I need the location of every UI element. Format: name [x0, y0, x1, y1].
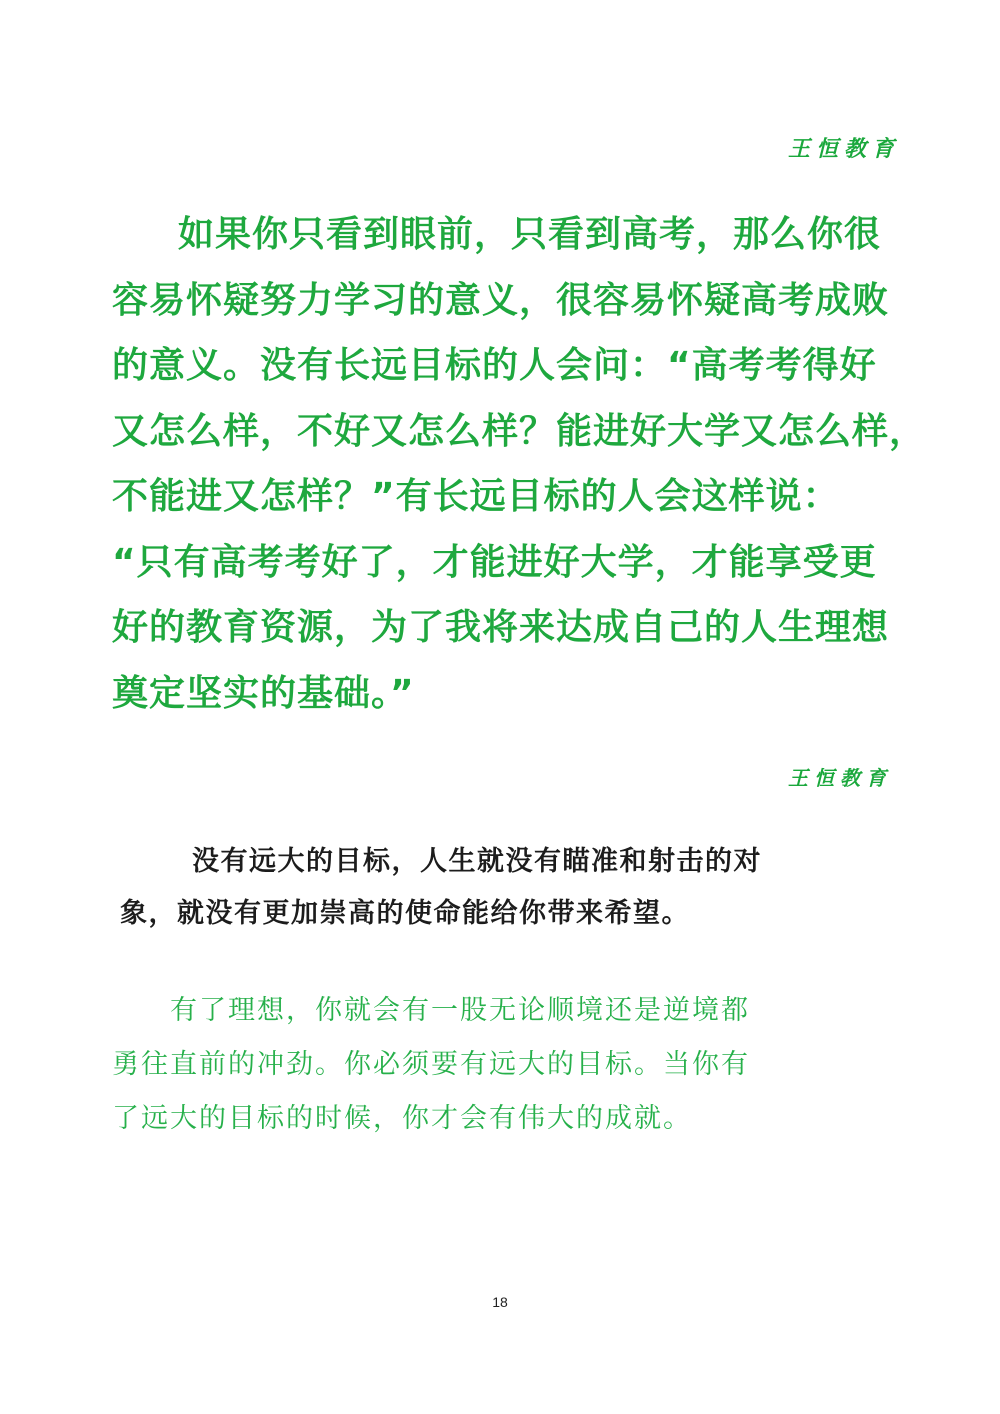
paragraph-line: 不能进又怎样？”有长远目标的人会这样说： — [112, 476, 840, 517]
paragraph-line: 奠定坚实的基础。” — [112, 672, 415, 714]
paragraph-line: 容易怀疑努力学习的意义，很容易怀疑高考成败 — [112, 279, 890, 321]
paragraph-line: 了远大的目标的时候，你才会有伟大的成就。 — [112, 1103, 692, 1134]
paragraph-line: 有了理想，你就会有一股无论顺境还是逆境都 — [170, 995, 750, 1026]
brand-header-top: 王恒教育 — [787, 136, 900, 162]
paragraph-line: 如果你只看到眼前，只看到高考，那么你很 — [178, 214, 882, 255]
page-number: 18 — [492, 1294, 508, 1310]
paragraph-line: 又怎么样，不好又怎么样？能进好大学又怎么样， — [112, 410, 927, 452]
brand-header-middle: 王恒教育 — [788, 766, 892, 790]
paragraph-no-goal — [120, 836, 890, 940]
paragraph-line: “只有高考考好了，才能进好大学，才能享受更 — [112, 541, 877, 583]
paragraph-line: 的意义。没有长远目标的人会问：“高考考得好 — [112, 345, 877, 386]
paragraph-long-term-goals — [112, 202, 927, 726]
paragraph-line: 象，就没有更加崇高的使命能给你带来希望。 — [120, 898, 690, 929]
paragraph-line: 没有远大的目标，人生就没有瞄准和射击的对 — [192, 846, 762, 877]
paragraph-line: 好的教育资源，为了我将来达成自己的人生理想 — [112, 607, 890, 648]
paragraph-line: 勇往直前的冲劲。你必须要有远大的目标。当你有 — [112, 1049, 750, 1080]
paragraph-ideals — [112, 984, 882, 1146]
